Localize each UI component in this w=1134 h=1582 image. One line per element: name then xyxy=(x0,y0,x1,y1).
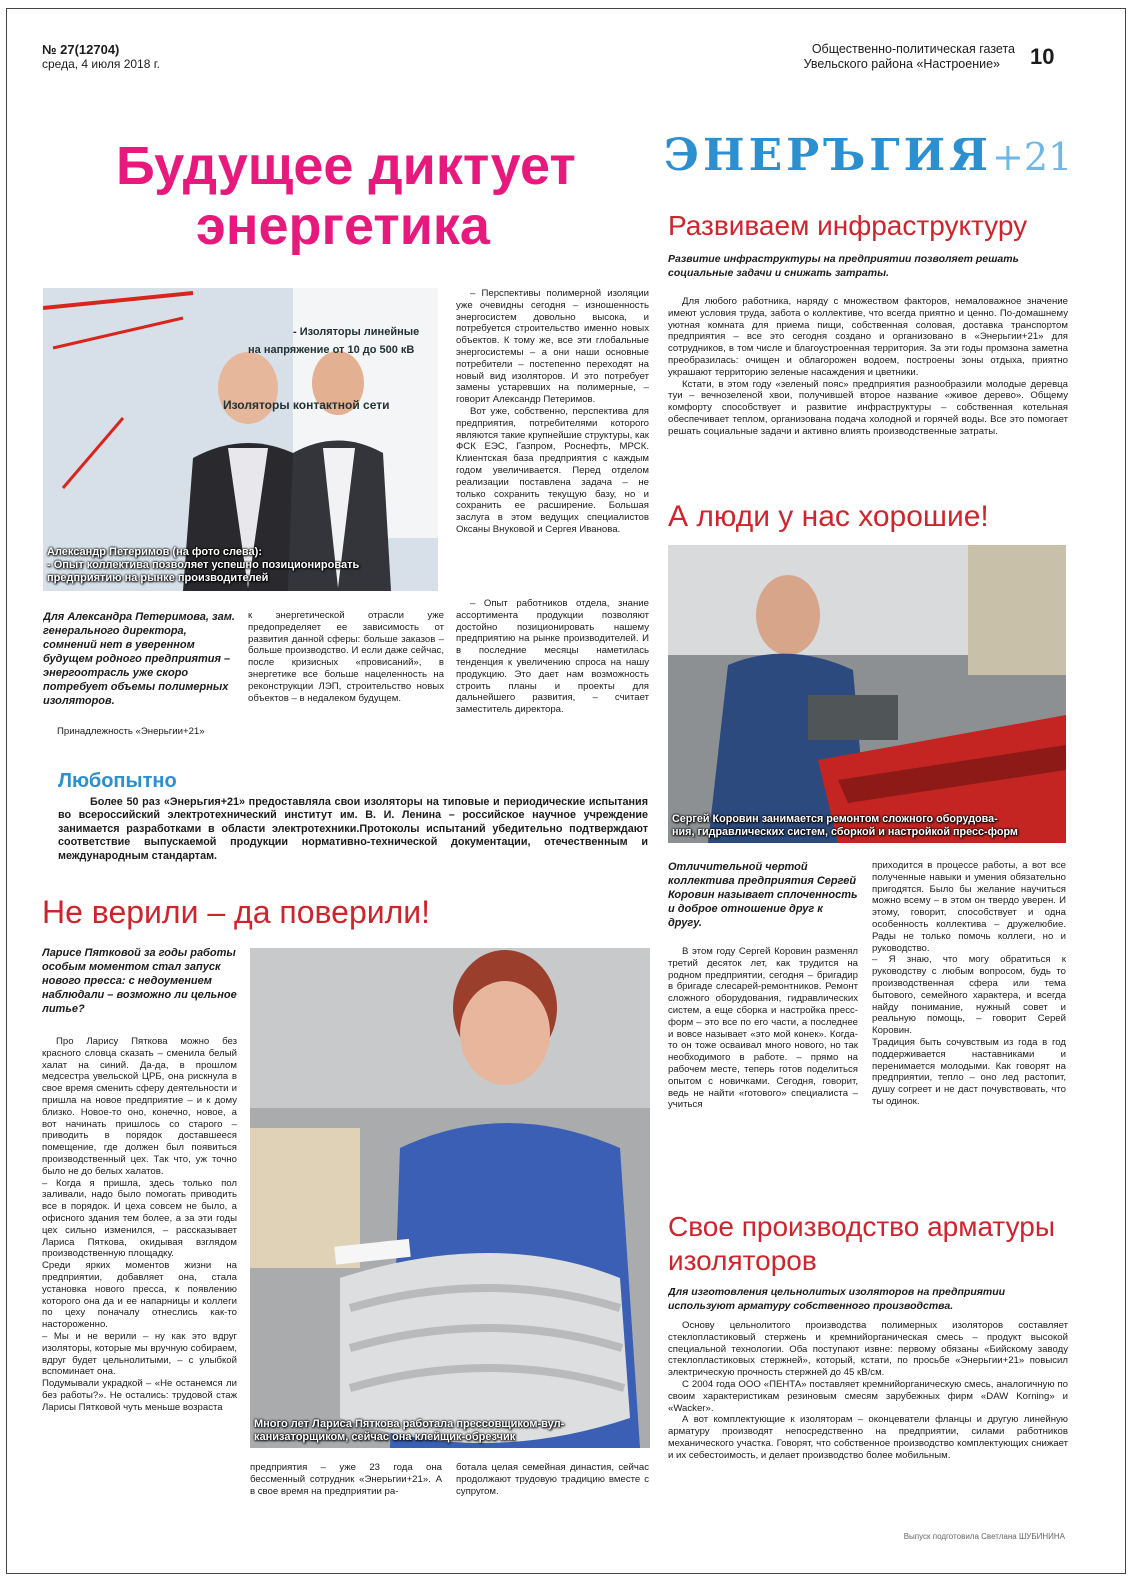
article3-title: Развиваем инфраструктуру xyxy=(668,210,1028,241)
article1-upper-p1: – Перспективы полимерной изоляции уже очевидны сегодня – изношенность энергосистем довольно высока, и потребуется строительство именно новых объектов. К тому же, все эти глобальные энергосистемы – а они наши основные потребители – постепенно переходят на новый вид изоляторов. И это потребует замены устаревших на полимерные, – говорит Александр Петеримов. xyxy=(456,288,649,406)
article1-photo xyxy=(43,288,438,591)
article2-bottom-right-text: ботала целая семейная династия, сейчас продолжают трудовую традицию вместе с супругом. xyxy=(456,1462,649,1497)
article1-title-line2: энергетика xyxy=(196,196,490,256)
article3-lead: Развитие инфраструктуры на предприятии позволяет решать социальные задачи и снижать затраты. xyxy=(668,253,1019,279)
article2-left-text: Про Ларису Пяткова можно без красного словца сказать – сменила белый халат на синий. Да-да, в прошлом медсестра увельской ЦРБ, она рискнула в свое время сменить сферу деятельности и пришла на новое предприятие – и к дому близко. Новое-то оно, конечно, новое, а вот начинать пришлось со старого – приводить в порядок доставшееся помещение, где должен был появиться производственный цех. Так что, уж точно было не до белых халатов. – Когда я пришла, здесь только пол заливали, надо было помогать приводить все в порядок. И цеха совсем не было, а офисного здания тем более, а за эти годы цех сильно изменился, – рассказывает Лариса Пяткова, окидывая взглядом производственную площадку. Среди ярких моментов жизни на предприятии, добавляет она, стала установка нового пресса, к появлению которого она да и ее напарницы и коллеги по цеху поначалу отнеслись как-то настороженно. – Мы и не верили – ну как это вдруг изоляторы, которые мы вручную собираем, вдруг будет цельнолитыми, – с улыбкой вспоминает она. Подумывали украдкой – «Не останемся ли без работы?». Не остались: трудовой стаж Ларисы Пятковой чуть меньше возраста xyxy=(42,1036,237,1413)
article2-photo xyxy=(250,948,650,1448)
caption-line2: ния, гидравлических систем, сборкой и настройкой пресс-форм xyxy=(672,826,1018,838)
article1-photo-caption xyxy=(47,546,434,585)
caption-line1: Много лет Лариса Пяткова работала прессовщиком-вул- xyxy=(254,1418,565,1430)
article2-photo-caption xyxy=(254,1418,646,1444)
article3-p1: Для любого работника, наряду с множеством факторов, немаловажное значение имеют условия труда, забота о коллективе, что всегда приятно и ценно. По-домашнему уютная комната для приема пищи, собственная соловая, доставка транспортом предприятия – все это сегодня создано и организовано в «Энерьгии+21» для сотрудников, в том числе и благоустроенная территория. За эти годы промзона заметна преобразилась: очищен и облагорожен водоем, построены зоны отдыха, приятно украшают территорию зеленые насаждения и цветники. xyxy=(668,296,1068,378)
curious-title: Любопытно xyxy=(58,770,177,792)
article2-bottom-mid-text: предприятия – уже 23 года она бессменный сотрудник «Энерьгии+21». А в свое время на предприятии ра- xyxy=(250,1462,442,1497)
article1-mid-text: к энергетической отрасли уже предопределяет ее зависимость от развития данной сферы: больше заказов – больше производство. И если даже сейчас, после кризисных «провисаний», в энергетике все больше нацеленность на реконструкции ЛЭП, строительство новых объектов – в недалеком будущем. xyxy=(248,610,444,704)
article5-body xyxy=(668,1320,1068,1500)
article2-bottom-mid xyxy=(250,1462,442,1498)
footer-credit: Выпуск подготовила Светлана ШУБИНИНА xyxy=(903,1532,1065,1541)
article2-bottom-right xyxy=(456,1462,649,1498)
paper-name-line2: Увельского района «Настроение» xyxy=(803,57,1000,71)
caption-line2: - Опыт коллектива позволяет успешно позиционировать xyxy=(47,559,360,571)
article5-p1: Основу цельнолитого производства полимерных изоляторов составляет стеклопластиковый стержень и кремнийорганическая смесь – продукт высокой специальной технологии. Оба поступают извне: первому обязаны «Бийскому заводу стеклопластиковых стержней», который, кстати, по просьбе «Энерьгии+21» повысил электрическую прочность стержней до 45 кВ/см. xyxy=(668,1320,1068,1379)
article4-column-right xyxy=(872,860,1066,1146)
article3-body xyxy=(668,296,1068,476)
article2-lead: Ларисе Пятковой за годы работы особым моментом стал запуск нового пресса: с недоумением наблюдали – возможно ли цельное литье? xyxy=(42,947,237,1015)
article4-photo-illustration xyxy=(668,545,1066,843)
caption-line2: канизаторщиком, сейчас она клейщик-обрезчик xyxy=(254,1431,516,1443)
caption-line1: Александр Петеримов (на фото слева): xyxy=(47,546,262,558)
article1-right-text: – Опыт работников отдела, знание ассортимента продукции позволяют достойно позиционировать нашему предприятию на рынке производителей. И в последние месяцы наметилась тенденция к увеличению спроса на нашу продукцию. Это дает нам возможность строить планы и проекты для дальнейшего развития, – считает заместитель директора. xyxy=(456,598,649,716)
photo-sign-line1: - Изоляторы линейные xyxy=(293,326,420,338)
article1-title-line1: Будущее диктует xyxy=(116,136,576,196)
article1-column-left xyxy=(43,726,238,740)
article5-title-line1: Свое производство арматуры xyxy=(668,1211,1055,1242)
article1-left-text: Принадлежность «Энерьгии+21» xyxy=(57,726,205,737)
article5-lead: Для изготовления цельнолитых изоляторов на предприятии используют арматуру собственного производства. xyxy=(668,1286,1006,1312)
article4-photo xyxy=(668,545,1066,843)
article2-column-left xyxy=(42,1036,237,1498)
article5-p3: А вот комплектующие к изоляторам – оконцеватели фланцы и другую линейную арматуру производят непосредственно на предприятии, силами работников механического участка. Говорят, что собственное производство комплектующих снижает и их себестоимость, и делает производство более мобильным. xyxy=(668,1414,1068,1461)
article1-upper-p2: Вот уже, собственно, перспектива для предприятия, потребителями которого являются такие крупнейшие структуры, как ФСК ЕЭС, Газпром, Роснефть, МРСК. Клиентская база предприятия с каждым годом увеличивается. Перед отделом реализации поставлена задача – не только сохранить текущую базу, но и сохранить ее расширение. Большая заслуга в этом ведущих специалистов Оксаны Внуковой и Сергея Иванова. xyxy=(456,405,649,535)
caption-line1: Сергей Коровин занимается ремонтом сложного оборудова- xyxy=(672,813,998,825)
article1-column-right xyxy=(456,598,649,740)
article1-lead: Для Александра Петеримова, зам. генерального директора, сомнений нет в уверенном будущем родного предприятия – энергоотрасль уже скоро потребует объемы полимерных изоляторов. xyxy=(43,611,235,707)
article4-title: А люди у нас хорошие! xyxy=(668,500,989,533)
article5-title-line2: изоляторов xyxy=(668,1245,817,1276)
logo-wordmark: ЭНЕРЪГИЯ xyxy=(664,130,993,181)
logo-suffix: +21 xyxy=(992,135,1073,179)
article4-lead: Отличительной чертой коллектива предприятия Сергей Коровин называет сплоченность и доброе отношение друг к другу. xyxy=(668,861,858,929)
article5-p2: С 2004 года ООО «ПЕНТА» поставляет кремнийорганическую смесь, аналогичную по своим характеристикам резиновым смесям зарубежных фирм «DAW Korning» и «Wacker». xyxy=(668,1378,1068,1414)
article3-p2: Кстати, в этом году «зеленый пояс» предприятия разнообразили молодые деревца туи – вечнозеленой хвои, получившей второе название «живое дерево». Общему комфорту способствует и развитие инфраструктуры – собственная котельная обеспечивает теплом, организована подача холодной и горячей воды. Все это помогает решать социальные задачи и активно влиять производственные затраты. xyxy=(668,378,1068,437)
article2-photo-illustration xyxy=(250,948,650,1448)
photo-sign-line3: Изоляторы контактной сети xyxy=(223,398,390,412)
photo-sign-line2: на напряжение от 10 до 500 кВ xyxy=(248,344,415,356)
issue-number: № 27(12704) xyxy=(42,42,120,57)
article4-left-text: В этом году Сергей Коровин разменял третий десяток лет, как трудится на родном предприятии, сегодня – бригадир в бригаде слесарей-ремонтников. Ремонт сложного оборудования, гидравлических систем, а еще сборка и настройка пресс-форм – это все по его части, а последнее и вовсе называет «это мой конек». Когда-то он тоже осваивал много нового, но так необходимого в работе. – прямо на рабочем месте, теперь готов поделиться опытом с новичками. Сегодня, говорит, ведь не найти «готового» специалиста – учиться xyxy=(668,946,858,1111)
article1-column-upper xyxy=(456,288,649,594)
article1-column-mid xyxy=(248,610,444,740)
article4-photo-caption xyxy=(672,813,1062,839)
issue-date: среда, 4 июля 2018 г. xyxy=(42,57,160,71)
article4-right-text: приходится в процессе работы, а вот все полученные навыки и умения обязательно пригодятся. Было бы желание научиться можно всему – в этом он твердо уверен. И этому, говорит, способствует и одна особенность коллектива – дружелюбие. Рады не только помочь коллеги, но и руководство. – Я знаю, что могу обратиться к руководству с любым вопросом, будь то производственная сфера или тема бытового, семейного характера, и всегда найду понимание, нужный совет и реальную помощь, – говорит Серей Коровин. Традиция быть сочувствым из года в год поддерживается наставниками и перенимается молодыми. Как говорят на предприятии, тепло – оно лед растопит, душу согреет и не даст почувствовать, что ты одинок. xyxy=(872,860,1066,1107)
page-number: 10 xyxy=(1030,44,1055,69)
paper-name-line1: Общественно-политическая газета xyxy=(811,42,1015,56)
company-logo xyxy=(664,130,1072,181)
curious-text: Более 50 раз «Энерьгия+21» предоставляла свои изоляторы на типовые и периодические испытания во всероссийский электротехнический институт им. В. И. Ленина – российское научное учреждение занимается разработками в области электротехники.Протоколы испытаний убедительно подтверждают соответствие выпускаемой продукции нормативно-технической документации, отечественным и международным стандартам. xyxy=(58,796,648,862)
caption-line3: предприятию на рынке производителей xyxy=(47,572,269,584)
article4-column-left xyxy=(668,946,858,1146)
article2-title: Не верили – да поверили! xyxy=(42,894,431,930)
